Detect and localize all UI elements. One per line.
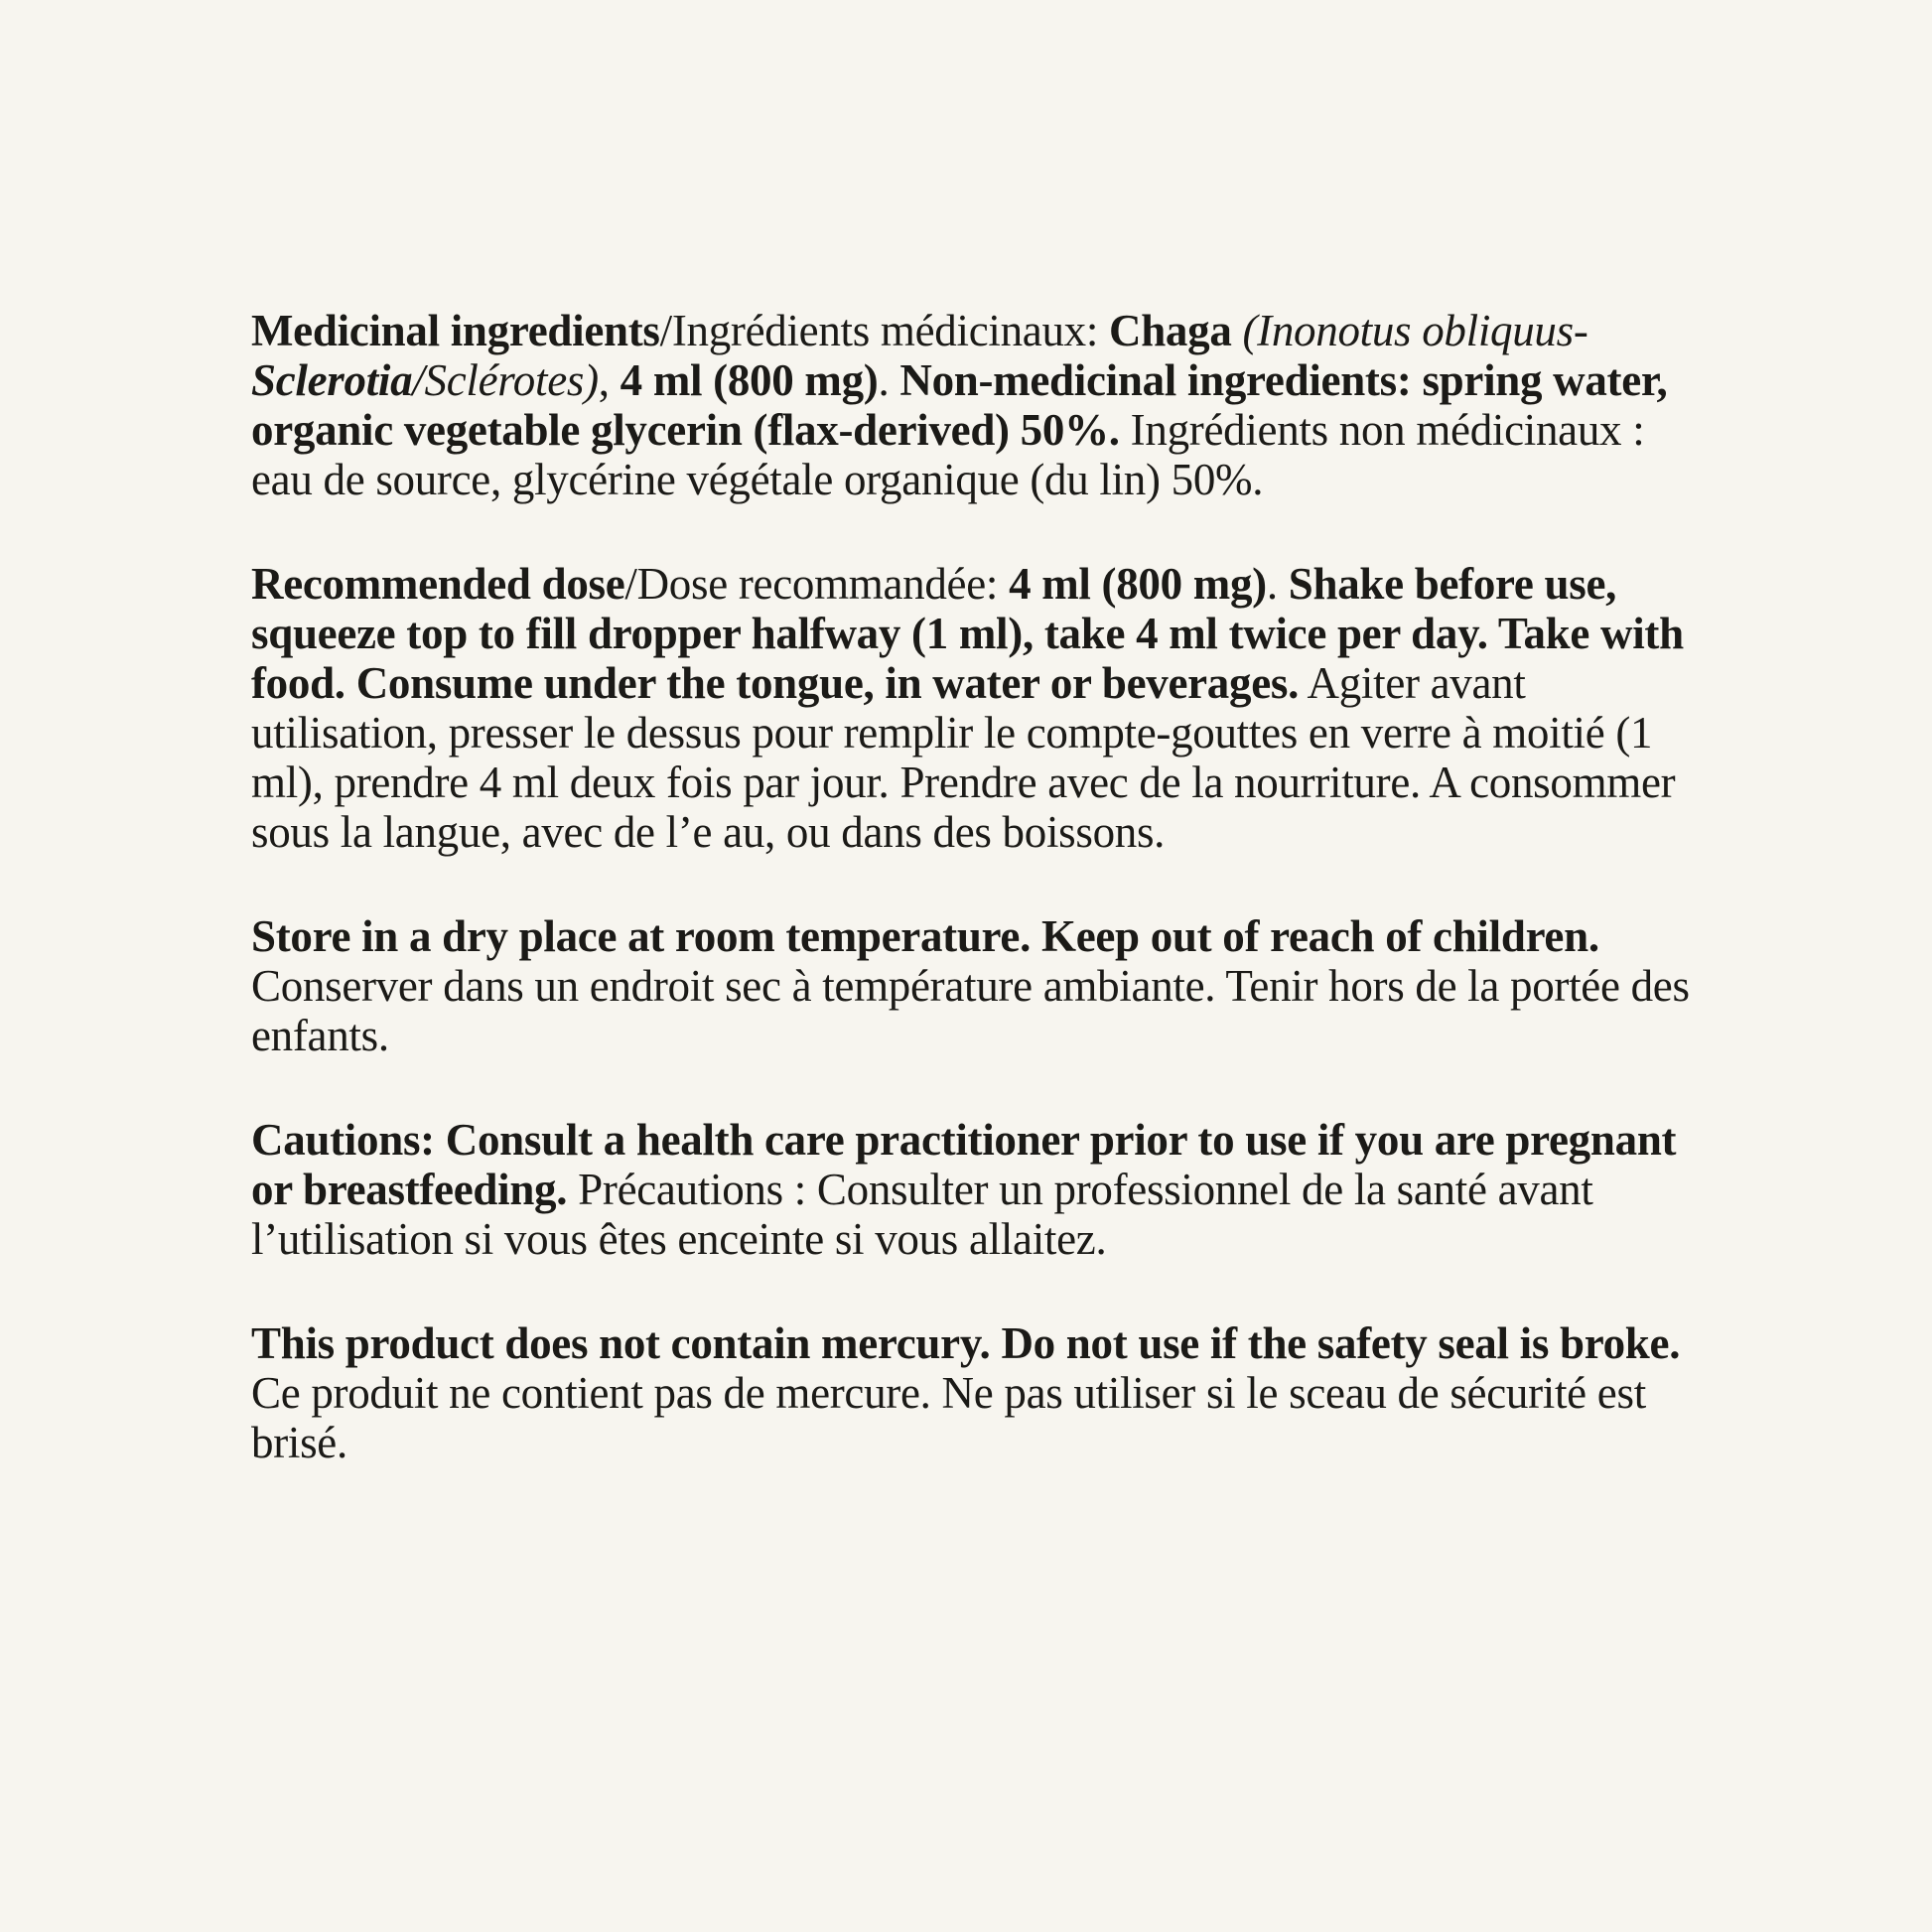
paragraph-medicinal-ingredients bbox=[251, 306, 1703, 504]
text-run: Chaga bbox=[1109, 306, 1243, 355]
text-run: 4 ml (800 mg) bbox=[1009, 559, 1267, 609]
text-run: Ce produit ne contient pas de mercure. Ne pas utiliser si le sceau de sécurité est brisé. bbox=[251, 1368, 1646, 1467]
text-run: /Sclérotes) bbox=[412, 355, 599, 405]
text-run: (Inonotus obliquus- bbox=[1242, 306, 1588, 355]
text-run: This product does not contain mercury. Do not use if the safety seal is broke. bbox=[251, 1318, 1681, 1368]
text-run: Shake before use, squeeze top to fill dropper halfway (1 ml), take 4 ml twice per day. Take with food. Consume under the tongue, in water or beverages. bbox=[251, 559, 1684, 708]
text-run: Recommended dose bbox=[251, 559, 625, 609]
supplement-label-text bbox=[251, 306, 1703, 1467]
paragraph-cautions bbox=[251, 1115, 1703, 1264]
text-run: Agiter avant utilisation, presser le dessus pour remplir le compte-gouttes en verre à moitié (1 ml), prendre 4 ml deux fois par jour. Prendre avec de la nourriture. A consommer sous la langue, avec de l’e au, ou dans des boissons. bbox=[251, 658, 1676, 857]
paragraph-recommended-dose bbox=[251, 559, 1703, 857]
text-run: Medicinal ingredients bbox=[251, 306, 660, 355]
text-run: Conserver dans un endroit sec à température ambiante. Tenir hors de la portée des enfants. bbox=[251, 961, 1690, 1060]
text-run: Précautions : Consulter un professionnel de la santé avant l’utilisation si vous êtes enceinte si vous allaitez. bbox=[251, 1165, 1593, 1264]
text-run: Ingrédients non médicinaux : eau de source, glycérine végétale organique (du lin) 50%. bbox=[251, 405, 1645, 504]
text-run: . bbox=[878, 355, 900, 405]
text-run: 4 ml (800 mg) bbox=[620, 355, 879, 405]
text-run: Cautions: Consult a health care practitioner prior to use if you are pregnant or breastfeeding. bbox=[251, 1115, 1677, 1214]
text-run: Non-medicinal ingredients: spring water, organic vegetable glycerin (flax-derived) 50%. bbox=[251, 355, 1668, 455]
paragraphs bbox=[251, 306, 1703, 1467]
text-run: Store in a dry place at room temperature. Keep out of reach of children. bbox=[251, 911, 1599, 961]
text-run: . bbox=[1266, 559, 1289, 609]
text-run: Sclerotia bbox=[251, 355, 413, 405]
paragraph-mercury-safety-seal bbox=[251, 1318, 1703, 1467]
text-run: , bbox=[598, 355, 621, 405]
text-run: /Dose recommandée: bbox=[624, 559, 1010, 609]
paragraph-storage bbox=[251, 911, 1703, 1060]
text-run: /Ingrédients médicinaux: bbox=[659, 306, 1109, 355]
